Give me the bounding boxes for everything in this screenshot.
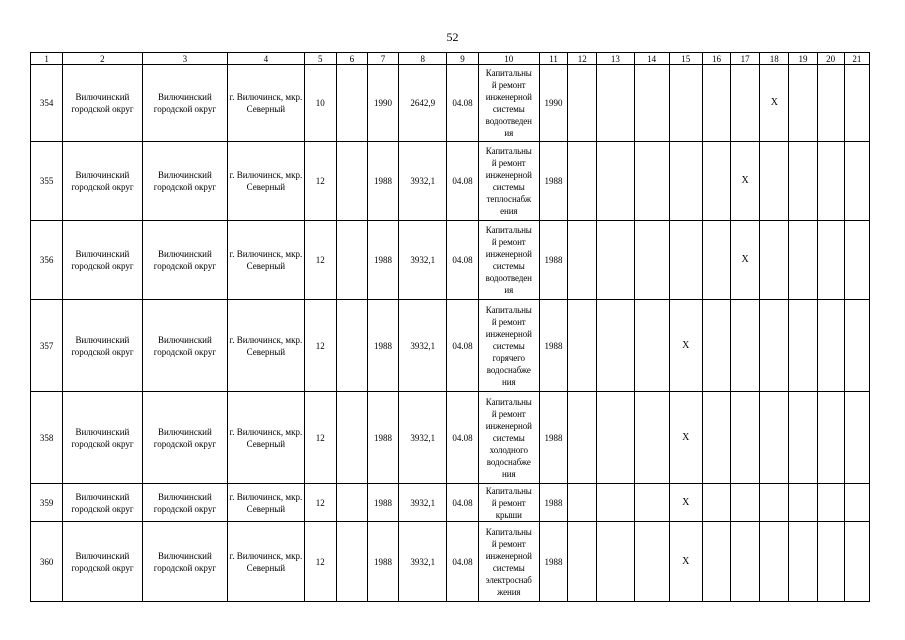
- mark-cell-col-17: [731, 300, 760, 392]
- work-description-line: ия: [504, 128, 514, 138]
- work-description-line: системы: [492, 182, 525, 192]
- column-6-cell: [336, 142, 367, 221]
- column-header: 13: [597, 53, 634, 65]
- row-number-cell: 354: [31, 65, 63, 142]
- mark-cell-col-16: [702, 65, 730, 142]
- mark-cell-col-16: [702, 522, 730, 602]
- table-row: [31, 522, 870, 602]
- code-cell: 04.08: [447, 221, 478, 300]
- column-header: 21: [844, 53, 869, 65]
- work-description-line: системы: [492, 104, 525, 114]
- work-description-line: ия: [504, 285, 514, 295]
- work-description-line: ения: [500, 206, 518, 216]
- column-header: 4: [228, 53, 304, 65]
- municipality-cell: Вилючинский городской округ: [63, 65, 142, 142]
- mark-cell-col-19: [789, 392, 817, 484]
- mark-cell-col-15: X: [669, 522, 702, 602]
- column-5-cell: 12: [304, 300, 336, 392]
- mark-cell-col-19: [789, 65, 817, 142]
- address-cell: г. Вилючинск, мкр. Северный: [228, 522, 304, 602]
- mark-cell-col-12: [568, 522, 597, 602]
- column-header: 17: [731, 53, 760, 65]
- completion-year-cell: 1988: [539, 300, 567, 392]
- work-description-line: й ремонт: [491, 497, 526, 508]
- mark-cell-col-14: [634, 392, 669, 484]
- mark-cell-col-21: [844, 484, 869, 522]
- mark-cell-col-17: [731, 392, 760, 484]
- work-description-cell: [478, 65, 539, 142]
- work-description-line: й ремонт: [491, 158, 526, 168]
- column-6-cell: [336, 221, 367, 300]
- work-description-cell: [478, 300, 539, 392]
- table-row: [31, 484, 870, 522]
- mark-cell-col-18: X: [760, 65, 789, 142]
- work-description-line: водоснабже: [486, 456, 531, 467]
- work-description-line: системы: [492, 432, 525, 443]
- mark-cell-col-14: [634, 484, 669, 522]
- mark-cell-col-17: [731, 65, 760, 142]
- year-cell: 1990: [367, 65, 398, 142]
- mark-cell-col-12: [568, 221, 597, 300]
- mark-cell-col-15: X: [669, 484, 702, 522]
- mark-cell-col-14: [634, 65, 669, 142]
- mark-cell-col-20: [817, 300, 844, 392]
- column-5-cell: 12: [304, 221, 336, 300]
- column-header: 18: [760, 53, 789, 65]
- address-cell: г. Вилючинск, мкр. Северный: [228, 142, 304, 221]
- mark-cell-col-17: [731, 484, 760, 522]
- page-number: 52: [446, 30, 459, 44]
- column-header: 1: [31, 53, 63, 65]
- mark-cell-col-17: X: [731, 142, 760, 221]
- code-cell: 04.08: [447, 484, 478, 522]
- work-description-line: Капитальны: [485, 225, 532, 235]
- mark-cell-col-19: [789, 300, 817, 392]
- settlement-cell: Вилючинский городской округ: [142, 484, 228, 522]
- mark-cell-col-13: [597, 142, 634, 221]
- mark-cell-col-17: X: [731, 221, 760, 300]
- work-description-line: электроснаб: [485, 574, 532, 585]
- work-description-line: й ремонт: [491, 538, 526, 549]
- mark-cell-col-20: [817, 142, 844, 221]
- work-description-line: водоотведен: [485, 116, 532, 126]
- mark-cell-col-16: [702, 484, 730, 522]
- completion-year-cell: 1988: [539, 484, 567, 522]
- mark-cell-col-19: [789, 142, 817, 221]
- work-description-line: Капитальны: [485, 68, 532, 78]
- code-cell: 04.08: [447, 65, 478, 142]
- column-header: 20: [817, 53, 844, 65]
- settlement-cell: Вилючинский городской округ: [142, 65, 228, 142]
- column-header: 11: [539, 53, 567, 65]
- row-number-cell: 357: [31, 300, 63, 392]
- mark-cell-col-19: [789, 221, 817, 300]
- work-description-line: й ремонт: [491, 237, 526, 247]
- year-cell: 1988: [367, 221, 398, 300]
- work-description-line: й ремонт: [491, 408, 526, 419]
- mark-cell-col-16: [702, 142, 730, 221]
- column-6-cell: [336, 392, 367, 484]
- work-description-line: теплоснабж: [486, 194, 531, 204]
- mark-cell-col-14: [634, 221, 669, 300]
- column-header: 9: [447, 53, 478, 65]
- year-cell: 1988: [367, 142, 398, 221]
- work-description-line: й ремонт: [491, 80, 526, 90]
- mark-cell-col-13: [597, 221, 634, 300]
- settlement-cell: Вилючинский городской округ: [142, 221, 228, 300]
- mark-cell-col-19: [789, 484, 817, 522]
- mark-cell-col-20: [817, 65, 844, 142]
- column-5-cell: 12: [304, 522, 336, 602]
- work-description-line: системы: [492, 261, 525, 271]
- address-cell: г. Вилючинск, мкр. Северный: [228, 484, 304, 522]
- mark-cell-col-16: [702, 300, 730, 392]
- year-cell: 1988: [367, 484, 398, 522]
- municipality-cell: Вилючинский городской округ: [63, 142, 142, 221]
- work-description-line: й ремонт: [491, 316, 526, 327]
- municipality-cell: Вилючинский городской округ: [63, 392, 142, 484]
- work-description-line: Капитальны: [485, 526, 532, 537]
- mark-cell-col-12: [568, 142, 597, 221]
- municipality-cell: Вилючинский городской округ: [63, 221, 142, 300]
- year-cell: 1988: [367, 392, 398, 484]
- settlement-cell: Вилючинский городской округ: [142, 392, 228, 484]
- area-cell: 3932,1: [399, 300, 447, 392]
- work-description-line: системы: [492, 340, 525, 351]
- mark-cell-col-21: [844, 142, 869, 221]
- work-description-line: системы: [492, 562, 525, 573]
- work-description-line: инженерной: [485, 328, 532, 339]
- address-cell: г. Вилючинск, мкр. Северный: [228, 392, 304, 484]
- settlement-cell: Вилючинский городской округ: [142, 142, 228, 221]
- mark-cell-col-12: [568, 484, 597, 522]
- mark-cell-col-16: [702, 221, 730, 300]
- mark-cell-col-12: [568, 65, 597, 142]
- mark-cell-col-18: [760, 484, 789, 522]
- row-number-cell: 359: [31, 484, 63, 522]
- column-header: 2: [63, 53, 142, 65]
- completion-year-cell: 1988: [539, 221, 567, 300]
- year-cell: 1988: [367, 522, 398, 602]
- mark-cell-col-21: [844, 65, 869, 142]
- mark-cell-col-20: [817, 392, 844, 484]
- address-cell: г. Вилючинск, мкр. Северный: [228, 221, 304, 300]
- work-description-cell: [478, 522, 539, 602]
- table-row: [31, 300, 870, 392]
- code-cell: 04.08: [447, 522, 478, 602]
- work-description-line: водоотведен: [485, 273, 532, 283]
- work-description-cell: [478, 392, 539, 484]
- mark-cell-col-12: [568, 300, 597, 392]
- year-cell: 1988: [367, 300, 398, 392]
- work-description-cell: [478, 142, 539, 221]
- mark-cell-col-19: [789, 522, 817, 602]
- mark-cell-col-18: [760, 142, 789, 221]
- code-cell: 04.08: [447, 300, 478, 392]
- column-6-cell: [336, 484, 367, 522]
- completion-year-cell: 1988: [539, 522, 567, 602]
- column-header: 15: [669, 53, 702, 65]
- column-header: 14: [634, 53, 669, 65]
- municipality-cell: Вилючинский городской округ: [63, 484, 142, 522]
- work-description-line: инженерной: [485, 420, 532, 431]
- work-description-cell: [478, 221, 539, 300]
- mark-cell-col-13: [597, 392, 634, 484]
- mark-cell-col-20: [817, 221, 844, 300]
- mark-cell-col-16: [702, 392, 730, 484]
- area-cell: 3932,1: [399, 142, 447, 221]
- work-description-line: Капитальны: [485, 304, 532, 315]
- work-description-line: Капитальны: [485, 485, 532, 496]
- row-number-cell: 356: [31, 221, 63, 300]
- column-5-cell: 12: [304, 142, 336, 221]
- area-cell: 2642,9: [399, 65, 447, 142]
- mark-cell-col-13: [597, 522, 634, 602]
- column-header: 19: [789, 53, 817, 65]
- address-cell: г. Вилючинск, мкр. Северный: [228, 300, 304, 392]
- completion-year-cell: 1988: [539, 142, 567, 221]
- mark-cell-col-18: [760, 300, 789, 392]
- work-description-line: инженерной: [485, 249, 532, 259]
- work-description-line: крыши: [495, 509, 522, 520]
- column-header: 10: [478, 53, 539, 65]
- mark-cell-col-18: [760, 392, 789, 484]
- column-header: 16: [702, 53, 730, 65]
- mark-cell-col-15: [669, 142, 702, 221]
- mark-cell-col-21: [844, 522, 869, 602]
- area-cell: 3932,1: [399, 484, 447, 522]
- column-6-cell: [336, 522, 367, 602]
- table-row: [31, 65, 870, 142]
- table-row: [31, 142, 870, 221]
- register-table: [30, 52, 870, 602]
- table-row: [31, 221, 870, 300]
- mark-cell-col-21: [844, 300, 869, 392]
- column-5-cell: 10: [304, 65, 336, 142]
- column-5-cell: 12: [304, 484, 336, 522]
- mark-cell-col-12: [568, 392, 597, 484]
- column-6-cell: [336, 65, 367, 142]
- work-description-line: горячего: [492, 352, 525, 363]
- column-header: 3: [142, 53, 228, 65]
- work-description-line: жения: [497, 586, 521, 597]
- address-cell: г. Вилючинск, мкр. Северный: [228, 65, 304, 142]
- mark-cell-col-21: [844, 392, 869, 484]
- mark-cell-col-13: [597, 300, 634, 392]
- table-row: [31, 392, 870, 484]
- code-cell: 04.08: [447, 392, 478, 484]
- column-header: 8: [399, 53, 447, 65]
- mark-cell-col-21: [844, 221, 869, 300]
- mark-cell-col-18: [760, 221, 789, 300]
- work-description-line: Капитальны: [485, 396, 532, 407]
- column-6-cell: [336, 300, 367, 392]
- work-description-line: инженерной: [485, 170, 532, 180]
- mark-cell-col-14: [634, 300, 669, 392]
- mark-cell-col-13: [597, 484, 634, 522]
- work-description-line: инженерной: [485, 92, 532, 102]
- column-header: 5: [304, 53, 336, 65]
- area-cell: 3932,1: [399, 522, 447, 602]
- mark-cell-col-17: [731, 522, 760, 602]
- settlement-cell: Вилючинский городской округ: [142, 300, 228, 392]
- work-description-line: ния: [502, 376, 516, 387]
- work-description-line: холодного: [489, 444, 528, 455]
- completion-year-cell: 1990: [539, 65, 567, 142]
- mark-cell-col-13: [597, 65, 634, 142]
- work-description-line: ния: [502, 468, 516, 479]
- column-header: 7: [367, 53, 398, 65]
- settlement-cell: Вилючинский городской округ: [142, 522, 228, 602]
- mark-cell-col-20: [817, 484, 844, 522]
- row-number-cell: 355: [31, 142, 63, 221]
- municipality-cell: Вилючинский городской округ: [63, 522, 142, 602]
- mark-cell-col-14: [634, 142, 669, 221]
- area-cell: 3932,1: [399, 392, 447, 484]
- mark-cell-col-15: X: [669, 300, 702, 392]
- work-description-line: инженерной: [485, 550, 532, 561]
- area-cell: 3932,1: [399, 221, 447, 300]
- work-description-line: Капитальны: [485, 146, 532, 156]
- completion-year-cell: 1988: [539, 392, 567, 484]
- work-description-line: водоснабже: [486, 364, 531, 375]
- work-description-cell: [478, 484, 539, 522]
- column-5-cell: 12: [304, 392, 336, 484]
- mark-cell-col-15: X: [669, 392, 702, 484]
- mark-cell-col-14: [634, 522, 669, 602]
- column-header: 6: [336, 53, 367, 65]
- mark-cell-col-18: [760, 522, 789, 602]
- mark-cell-col-20: [817, 522, 844, 602]
- municipality-cell: Вилючинский городской округ: [63, 300, 142, 392]
- column-number-row: [31, 53, 870, 65]
- row-number-cell: 360: [31, 522, 63, 602]
- mark-cell-col-15: [669, 65, 702, 142]
- column-header: 12: [568, 53, 597, 65]
- row-number-cell: 358: [31, 392, 63, 484]
- mark-cell-col-15: [669, 221, 702, 300]
- code-cell: 04.08: [447, 142, 478, 221]
